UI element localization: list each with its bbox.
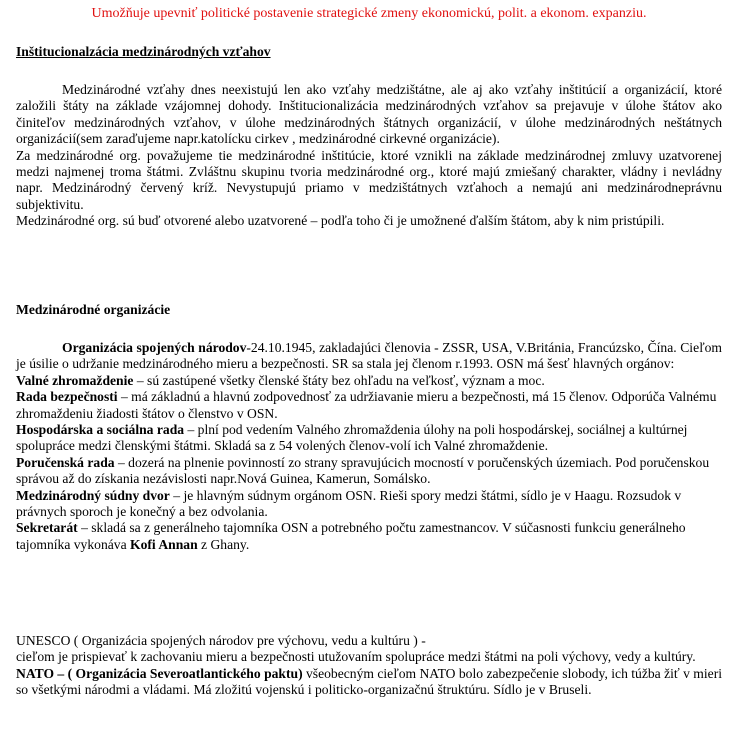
organ-general-assembly	[16, 373, 722, 389]
organ-text: – sú zastúpené všetky členské štáty bez ohľadu na veľkosť, význam a moc.	[133, 372, 545, 388]
organ-name: Valné zhromaždenie	[16, 372, 134, 388]
secretary-general-suffix: z Ghany.	[197, 536, 250, 552]
osn-paragraph	[16, 340, 722, 373]
osn-text: -24.10.1945, zakladajúci členovia - ZSSR, USA, V.Británia, Francúzsko, Čína. Cieľom je úsilie o udržanie medzinárodného mieru a bezpečnosti. SR sa stala jej členom r.1993. OSN má šesť hlavných orgánov:	[16, 340, 723, 372]
organ-name: Sekretarát	[16, 520, 78, 536]
unesco-block	[16, 633, 722, 699]
osn-name: Organizácia spojených národov	[62, 340, 247, 355]
organ-trusteeship-council	[16, 455, 722, 488]
organ-name: Hospodárska a sociálna rada	[16, 422, 185, 438]
organ-security-council	[16, 389, 722, 422]
organ-name: Rada bezpečnosti	[16, 389, 118, 405]
organ-text: – plní pod vedením Valného zhromaždenia úlohy na poli hospodárskej, sociálnej a kultúrnej spolupráce medzi členskými štátmi. Skladá sa z 54 volených členov-volí ich Valné zhromaždenie.	[16, 422, 688, 454]
nato-name: NATO – ( Organizácia Severoatlantického paktu)	[16, 665, 303, 681]
unesco-line-1: UNESCO ( Organizácia spojených národov pre výchovu, vedu a kultúru ) -	[16, 633, 426, 648]
top-note: Umožňuje upevniť politické postavenie strategické zmeny ekonomickú, polit. a ekonom. expanziu.	[91, 6, 647, 21]
organ-text: – je hlavným súdnym orgánom OSN. Rieši spory medzi štátmi, sídlo je v Haagu. Rozsudok v právnych sporoch je konečný a bez odvolania.	[16, 487, 682, 520]
organ-text: – má základnú a hlavnú zodpovednosť za udržiavanie mieru a bezpečnosti, má 15 členov. Odporúča Valnému zhromaždeniu žiadosti štátov o členstvo v OSN.	[16, 389, 717, 421]
section-heading-orgs: Medzinárodné organizácie	[16, 302, 171, 317]
nato-text: všeobecným cieľom NATO bolo zabezpečenie slobody, ich túžba žiť v mieri so všetkými národmi a vládami. Má zložitú vojenskú i politicko-organizačnú štruktúru. Sídlo je v Bruseli.	[16, 665, 722, 698]
section-international-orgs	[16, 302, 722, 318]
organ-name: Medzinárodný súdny dvor	[16, 487, 170, 503]
organ-secretariat	[16, 520, 722, 553]
paragraph-1: Medzinárodné vzťahy dnes neexistujú len ako vzťahy medzištátne, ale aj ako vzťahy inštitúcií a organizácií, ktoré založili štáty na základe vzájomnej dohody. Inštitucionalizácia medzinárodných vzťahov sa prejavuje v úlohe štátov ako činiteľov medzinárodných vzťahov, v úlohe medzinárodných štátnych organizácií, v úlohe medzinárodných neštátnych organizácií(sem zaraďujeme napr.katolícku cirkev , medzinárodné cirkevné organizácie).	[16, 82, 722, 147]
paragraph-3: Medzinárodné org. sú buď otvorené alebo uzatvorené – podľa toho či je umožnené ďalším štátom, aby k nim pristúpili.	[16, 213, 665, 229]
organ-court-of-justice	[16, 488, 722, 521]
section-institutionalization	[16, 44, 722, 60]
secretary-general-name: Kofi Annan	[130, 536, 198, 552]
organ-name: Poručenská rada	[16, 454, 115, 470]
nato-paragraph	[16, 666, 722, 699]
section-heading-institutionalization: Inštitucionalzácia medzinárodných vzťahov	[16, 44, 271, 59]
organ-economic-social-council	[16, 422, 722, 455]
section1-body	[16, 82, 722, 230]
organ-text: – skladá sa z generálneho tajomníka OSN a potrebného počtu zamestnancov. V súčasnosti funkciu generálneho tajomníka vykonáva	[16, 520, 686, 552]
section2-body	[16, 340, 722, 553]
organ-text: – dozerá na plnenie povinností zo strany spravujúcich mocností v poručenských územiach. Pod poručenskou správou až do získania nezávislosti napr.Nová Guinea, Kamerun, Somálsko.	[16, 454, 710, 487]
unesco-line-2: cieľom je prispievať k zachovaniu mieru a bezpečnosti utužovaním spolupráce medzi štátmi na poli výchovy, vedy a kultúry.	[16, 649, 696, 665]
paragraph-2: Za medzinárodné org. považujeme tie medzinárodné inštitúcie, ktoré vznikli na základe medzinárodnej zmluvy uzatvorenej medzi najmenej troma štátmi. Zvláštnu skupinu tvoria medzinárodné org., ktoré majú zmiešaný charakter, vládny i nevládny napr. Medzinárodný červený kríž. Nevystupujú priamo v medzištátnych vzťahoch a nemajú ani medzinárodneprávnu subjektivitu.	[16, 147, 722, 212]
